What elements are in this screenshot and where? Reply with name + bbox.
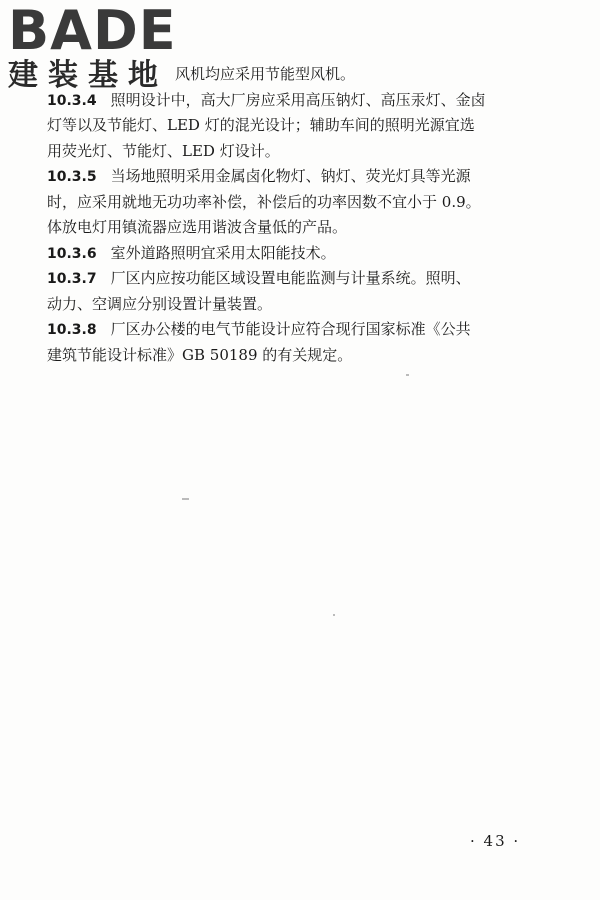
text-line bbox=[47, 317, 557, 343]
text-line: 用荧光灯、节能灯、LED 灯设计。 bbox=[47, 141, 280, 160]
clause-10-3-5 bbox=[47, 164, 557, 241]
logo-brand: BADE bbox=[8, 0, 177, 62]
scan-speck bbox=[182, 498, 189, 500]
clause-text: 照明设计中，高大厂房应采用高压钠灯、高压汞灯、金卤 bbox=[110, 90, 486, 109]
text-line: 时，应采用就地无功功率补偿，补偿后的功率因数不宜小于 0.9。 bbox=[47, 192, 481, 211]
clause-number: 10.3.6 bbox=[47, 245, 97, 262]
clause-number: 10.3.5 bbox=[47, 169, 97, 185]
clause-number: 10.3.4 bbox=[47, 92, 97, 109]
clause-10-3-7 bbox=[47, 266, 557, 317]
clause-10-3-4 bbox=[47, 88, 557, 165]
text-line: 建筑节能设计标准》GB 50189 的有关规定。 bbox=[47, 345, 353, 364]
page-number: · 43 · bbox=[470, 832, 521, 850]
text-line: 风机均应采用节能型风机。 bbox=[175, 65, 356, 83]
clause-continuation bbox=[47, 62, 557, 88]
clause-10-3-6 bbox=[47, 241, 557, 267]
clause-text: 室外道路照明宜采用太阳能技术。 bbox=[110, 243, 336, 262]
text-line bbox=[47, 88, 557, 114]
clause-10-3-8 bbox=[47, 317, 557, 368]
scan-speck bbox=[333, 614, 335, 616]
logo-subtitle: 建装基地 bbox=[8, 58, 168, 93]
clause-number: 10.3.7 bbox=[47, 271, 97, 287]
text-line: 体放电灯用镇流器应选用谐波含量低的产品。 bbox=[47, 218, 348, 236]
text-line bbox=[47, 241, 557, 267]
clause-text: 当场地照明采用金属卤化物灯、钠灯、荧光灯具等光源 bbox=[110, 167, 471, 185]
clause-number: 10.3.8 bbox=[47, 322, 97, 338]
text-line: 动力、空调应分别设置计量装置。 bbox=[47, 294, 273, 313]
clause-text: 厂区内应按功能区域设置电能监测与计量系统。照明、 bbox=[110, 269, 471, 287]
clause-text: 厂区办公楼的电气节能设计应符合现行国家标准《公共 bbox=[110, 320, 471, 338]
scan-speck bbox=[406, 374, 409, 376]
document-body bbox=[47, 62, 557, 368]
text-line bbox=[47, 266, 557, 292]
text-line: 灯等以及节能灯、LED 灯的混光设计；辅助车间的照明光源宜选 bbox=[47, 116, 475, 134]
text-line bbox=[47, 164, 557, 190]
